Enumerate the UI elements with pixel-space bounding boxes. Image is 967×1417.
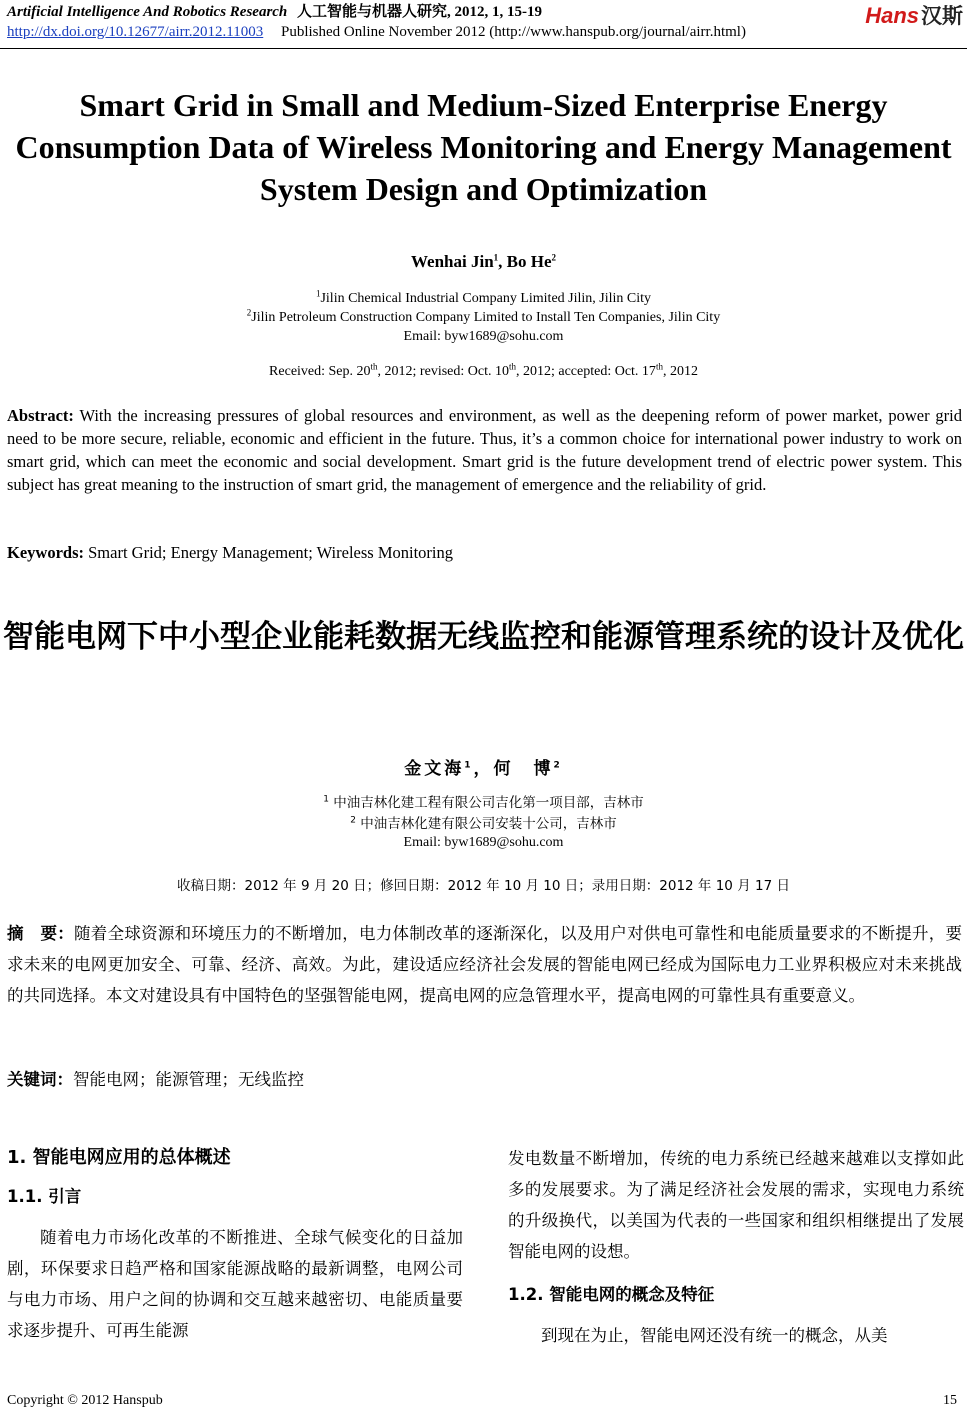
author-sep: ,: [498, 252, 507, 271]
th2: th: [508, 361, 516, 372]
affil-2-cn-text: 中油吉林化建有限公司安装十公司，吉林市: [360, 816, 617, 832]
affil-2-sup: 2: [246, 307, 252, 318]
authors-en: [0, 252, 967, 272]
keywords-text-cn: 智能电网；能源管理；无线监控: [73, 1070, 304, 1089]
th3: th: [655, 361, 663, 372]
paragraph-1: 随着电力市场化改革的不断推进、全球气候变化的日益加剧，环保要求日趋严格和国家能源战略的最新调整，电网公司与电力市场、用户之间的协调和交互越来越密切、电能质量要求逐步提升、可再生能源: [7, 1228, 463, 1340]
section-heading-1: 1. 智能电网应用的总体概述: [7, 1147, 231, 1168]
paragraph-3: 到现在为止，智能电网还没有统一的概念，从美: [541, 1326, 888, 1345]
affiliation-2-en: [0, 308, 967, 327]
affiliation-1-cn: [0, 793, 967, 814]
paragraph-2: 发电数量不断增加，传统的电力系统已经越来越难以支撑如此多的发展要求。为了满足经济社会发展的需求，实现电力系统的升级换代，以美国为代表的一些国家和组织相继提出了发展智能电网的设想。: [508, 1149, 964, 1261]
author-2-cn-sup: 2: [553, 760, 563, 771]
author-2-sup: 2: [551, 252, 557, 263]
affil-2-cn-sup: 2: [350, 815, 356, 826]
published-online: Published Online November 2012 (http://www.hanspub.org/journal/airr.html): [281, 24, 746, 40]
author-1-cn-sup: 1: [464, 760, 474, 771]
author-2: Bo He: [506, 252, 552, 271]
authors-cn: [0, 754, 967, 779]
affiliation-2-cn: [0, 814, 967, 835]
keywords-en: [7, 543, 962, 563]
keywords-label-cn: 关键词：: [7, 1070, 73, 1089]
author-sep-cn: ，: [473, 759, 494, 779]
abstract-en: [7, 404, 962, 496]
copyright: Copyright © 2012 Hanspub: [7, 1393, 163, 1408]
paper-title-en: Smart Grid in Small and Medium-Sized Enterprise Energy Consumption Data of Wireless Monitoring and Energy Management System Design and Optimization: [15, 87, 952, 207]
keywords-label-en: Keywords:: [7, 543, 84, 562]
author-1-cn: 金文海: [404, 759, 465, 779]
logo-text: Hans: [865, 3, 919, 28]
body-column-left: [7, 1138, 463, 1346]
section-heading-1-2: 1.2. 智能电网的概念及特征: [508, 1285, 715, 1304]
email-en: Email: byw1689@sohu.com: [403, 329, 564, 344]
affiliation-1-en: [0, 289, 967, 308]
affil-1-text: Jilin Chemical Industrial Company Limited Jilin, Jilin City: [320, 291, 652, 306]
keywords-text-en: Smart Grid; Energy Management; Wireless Monitoring: [88, 543, 453, 562]
journal-title-cn: 人工智能与机器人研究, 2012, 1, 15-19: [297, 4, 543, 20]
revised: , 2012; revised: Oct. 10: [377, 364, 509, 379]
abstract-label-cn: 摘 要：: [7, 924, 75, 943]
journal-links: [7, 22, 962, 42]
affil-1-sup: 1: [315, 288, 321, 299]
affil-1-cn-text: 中油吉林化建工程有限公司吉化第一项目部，吉林市: [333, 795, 644, 811]
dates-en: [0, 361, 967, 380]
journal-title: Artificial Intelligence And Robotics Research: [7, 4, 288, 20]
paper-title-cn: 智能电网下中小型企业能耗数据无线监控和能源管理系统的设计及优化: [3, 619, 964, 655]
journal-citation: [7, 2, 962, 22]
author-1: Wenhai Jin: [410, 252, 494, 271]
page-number: 15: [943, 1393, 957, 1408]
journal-header: [7, 2, 962, 42]
author-1-sup: 1: [493, 252, 499, 263]
received: Received: Sep. 20: [269, 364, 371, 379]
dates-cn: 收稿日期：2012 年 9 月 20 日；修回日期：2012 年 10 月 10 日；录用日期：2012 年 10 月 17 日: [177, 878, 790, 894]
author-2-cn: 何 博: [493, 759, 554, 779]
doi-link[interactable]: http://dx.doi.org/10.12677/airr.2012.11003: [7, 24, 264, 40]
header-divider: [0, 48, 967, 49]
hanspub-logo: [865, 0, 963, 30]
affil-2-text: Jilin Petroleum Construction Company Limited to Install Ten Companies, Jilin City: [251, 310, 721, 325]
accepted: , 2012; accepted: Oct. 17: [515, 364, 656, 379]
abstract-cn: [7, 918, 962, 1011]
year: , 2012: [662, 364, 698, 379]
abstract-text-en: With the increasing pressures of global resources and environment, as well as the deepening reform of power market, power grid need to be more secure, reliable, economic and efficient in the future. Thus, it’s a common choice for international power industry to work on smart grid, which can meet the economic and social development. Smart grid is the future development trend of electric power system. This subject has great meaning to the instruction of smart grid, the management of emergence and the reliability of grid.: [7, 406, 962, 494]
affil-1-cn-sup: 1: [323, 794, 329, 805]
th1: th: [370, 361, 378, 372]
body-column-right: [508, 1143, 964, 1351]
abstract-text-cn: 随着全球资源和环境压力的不断增加，电力体制改革的逐渐深化，以及用户对供电可靠性和电能质量要求的不断提升，要求未来的电网更加安全、可靠、经济、高效。为此，建设适应经济社会发展的智能电网已经成为国际电力工业界积极应对未来挑战的共同选择。本文对建设具有中国特色的坚强智能电网，提高电网的应急管理水平，提高电网的可靠性具有重要意义。: [7, 924, 963, 1005]
section-heading-1-1: 1.1. 引言: [7, 1187, 82, 1206]
abstract-label-en: Abstract:: [7, 406, 74, 425]
keywords-cn: [7, 1066, 962, 1090]
email-cn: Email: byw1689@sohu.com: [403, 835, 564, 850]
logo-cn: 汉斯: [921, 5, 963, 28]
